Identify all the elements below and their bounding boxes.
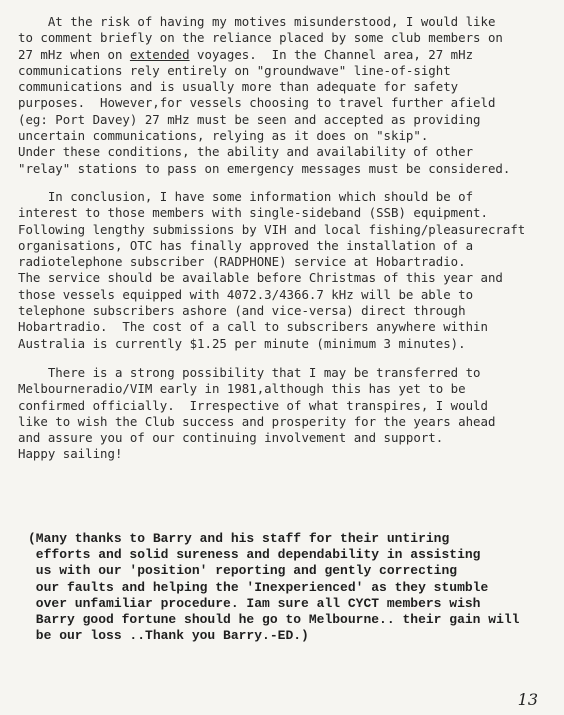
text-line: confirmed officially. Irrespective of what transpires, I would [18,397,488,413]
text-segment: voyages. In the Channel area, 27 mHz [189,46,474,62]
paragraph-transfer [18,365,548,463]
text-line: In conclusion, I have some information which should be of [18,189,474,204]
text-line: Following lengthy submissions by VIH and local fishing/pleasurecraft [18,221,526,237]
text-line: purposes. However,for vessels choosing to travel further afield [18,95,496,111]
text-line: interest to those members with single-sideband (SSB) equipment. [18,205,488,221]
text-line: uncertain communications, relying as it does on "skip". [18,128,429,144]
text-line: Hobartradio. The cost of a call to subscribers anywhere within [18,319,488,335]
text-line: efforts and solid sureness and dependability in assisting [28,547,481,563]
text-line: and assure you of our continuing involvement and support. [18,430,444,446]
text-line: Happy sailing! [18,446,123,462]
text-line: radiotelephone subscriber (RADPHONE) service at Hobartradio. [18,254,466,270]
text-line: be our loss ..Thank you Barry.-ED.) [28,628,309,644]
text-line: us with our 'position' reporting and gently correcting [28,563,458,579]
text-line: (Many thanks to Barry and his staff for their untiring [28,531,450,546]
text-line: communications rely entirely on "groundwave" line-of-sight [18,62,451,78]
paragraph-27mhz [18,14,548,177]
text-line: Barry good fortune should he go to Melbourne.. their gain will [28,612,520,628]
text-line: our faults and helping the 'Inexperienced' as they stumble [28,579,489,595]
text-line: telephone subscribers ashore (and vice-versa) direct through [18,303,466,319]
text-line: over unfamiliar procedure. Iam sure all CYCT members wish [28,595,481,611]
text-line: There is a strong possibility that I may be transferred to [18,365,481,380]
page-number: 13 [517,690,538,709]
text-line: those vessels equipped with 4072.3/4366.7 kHz will be able to [18,286,474,302]
text-segment: 27 mHz when on [18,46,130,62]
text-line: Under these conditions, the ability and availability of other [18,144,474,160]
text-line: (eg: Port Davey) 27 mHz must be seen and accepted as providing [18,111,481,127]
text-line: organisations, OTC has finally approved the installation of a [18,237,474,253]
text-line: "relay" stations to pass on emergency messages must be considered. [18,160,511,176]
text-line: At the risk of having my motives misunderstood, I would like [18,14,496,29]
text-line: to comment briefly on the reliance placed by some club members on [18,30,503,46]
text-line: communications and is usually more than adequate for safety [18,79,459,95]
text-line: like to wish the Club success and prosperity for the years ahead [18,413,496,429]
text-line: Australia is currently $1.25 per minute (minimum 3 minutes). [18,335,466,351]
text-line [18,47,548,63]
editor-note [28,531,558,644]
text-line: The service should be available before Christmas of this year and [18,270,503,286]
underlined-word: extended [129,46,190,62]
paragraph-ssb-radphone [18,189,548,352]
text-line: Melbourneradio/VIM early in 1981,although this has yet to be [18,381,466,397]
